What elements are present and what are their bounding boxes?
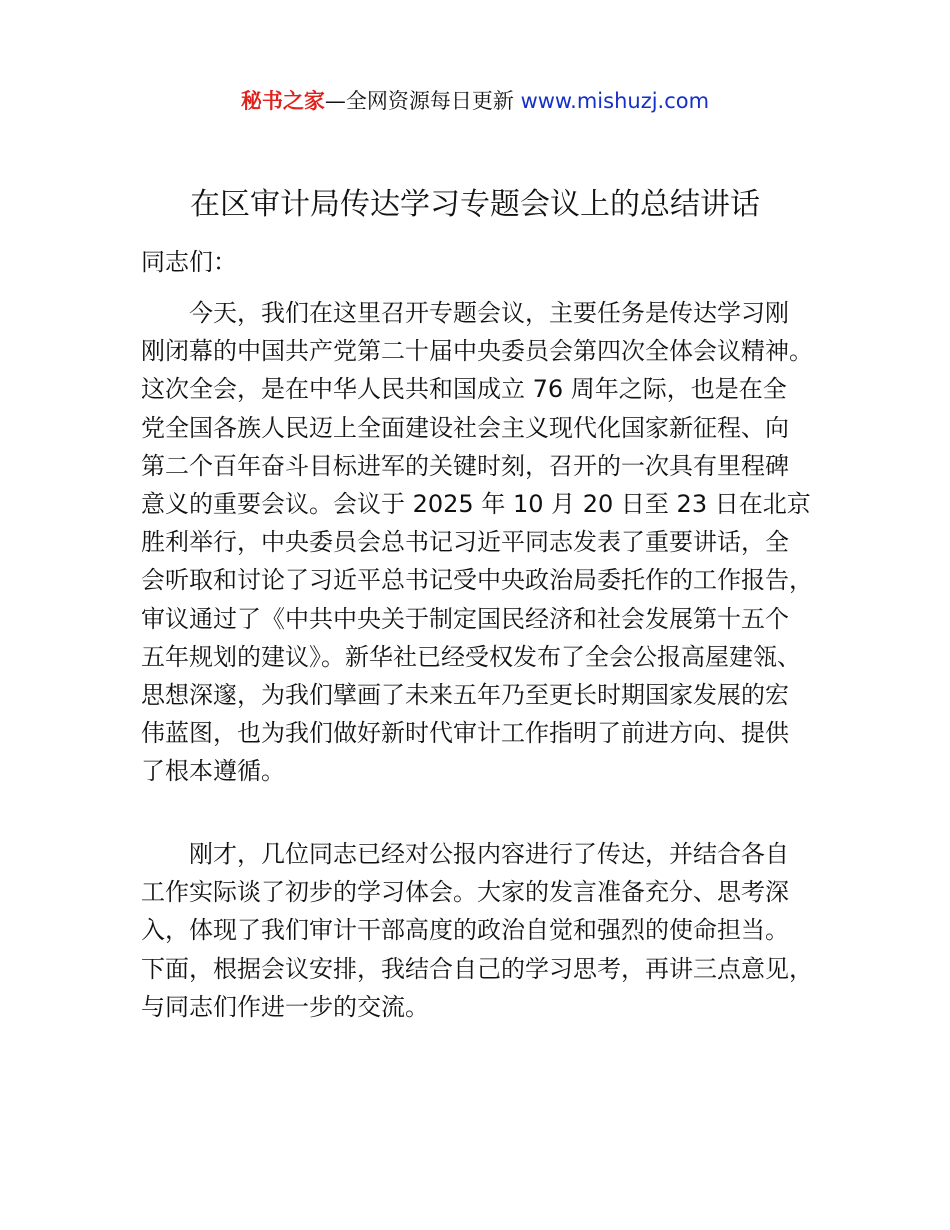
text-line: 刚闭幕的中国共产党第二十届中央委员会第四次全体会议精神。 xyxy=(141,337,813,366)
paragraph-1 xyxy=(141,294,831,790)
text-line: 第二个百年奋斗目标进军的关键时刻，召开的一次具有里程碑 xyxy=(141,451,789,480)
text-line: 这次全会，是在中华人民共和国成立 76 周年之际，也是在全 xyxy=(141,375,787,404)
text-line: 与同志们作进一步的交流。 xyxy=(141,992,429,1021)
text-line: 党全国各族人民迈上全面建设社会主义现代化国家新征程、向 xyxy=(141,413,789,442)
site-tagline: —全网资源每日更新 xyxy=(324,89,521,113)
text-line: 伟蓝图，也为我们做好新时代审计工作指明了前进方向、提供 xyxy=(141,719,789,748)
text-line: 刚才，几位同志已经对公报内容进行了传达，并结合各自 xyxy=(141,840,789,868)
site-brand: 秘书之家 xyxy=(240,89,325,113)
text-line: 胜利举行，中央委员会总书记习近平同志发表了重要讲话，全 xyxy=(141,528,789,557)
text-line: 今天，我们在这里召开专题会议，主要任务是传达学习刚 xyxy=(141,299,789,327)
greeting: 同志们： xyxy=(141,248,237,276)
text-line: 会听取和讨论了习近平总书记受中央政治局委托作的工作报告， xyxy=(141,566,813,595)
text-line: 入，体现了我们审计干部高度的政治自觉和强烈的使命担当。 xyxy=(141,916,789,945)
text-line: 下面，根据会议安排，我结合自己的学习思考，再讲三点意见， xyxy=(141,954,813,983)
text-line: 工作实际谈了初步的学习体会。大家的发言准备充分、思考深 xyxy=(141,878,789,907)
text-line: 审议通过了《中共中央关于制定国民经济和社会发展第十五个 xyxy=(141,604,789,633)
site-header xyxy=(0,86,950,116)
text-line: 五年规划的建议》。新华社已经受权发布了全会公报高屋建瓴、 xyxy=(141,642,801,671)
site-url-link[interactable]: www.mishuzj.com xyxy=(520,89,710,113)
paragraph-2 xyxy=(141,835,831,1026)
document-title: 在区审计局传达学习专题会议上的总结讲话 xyxy=(190,187,760,222)
text-line: 了根本遵循。 xyxy=(141,757,285,786)
text-line: 思想深邃，为我们擘画了未来五年乃至更长时期国家发展的宏 xyxy=(141,680,789,709)
text-line: 意义的重要会议。会议于 2025 年 10 月 20 日至 23 日在北京 xyxy=(141,489,811,518)
